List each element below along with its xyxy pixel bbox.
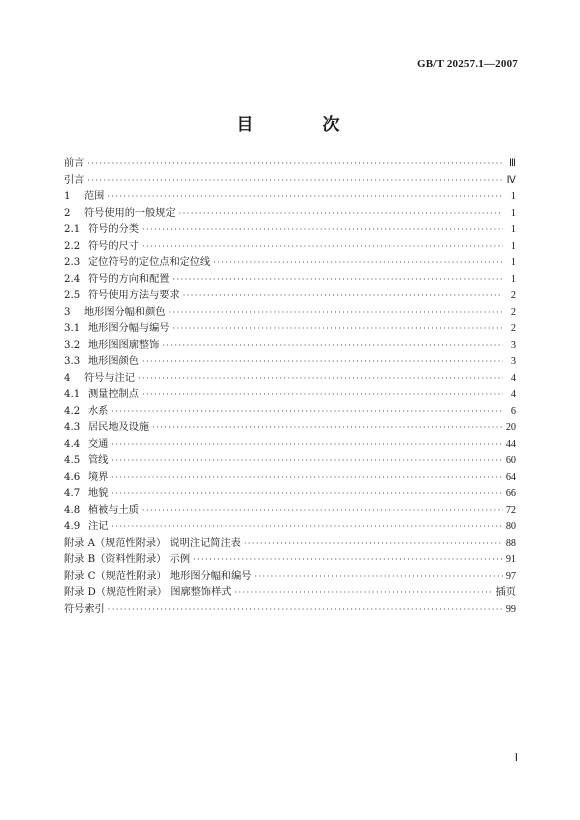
toc-entry-page: 66 [505, 488, 516, 499]
toc-entry-text: 符号使用的一般规定 [84, 207, 176, 219]
toc-entry-text: 符号使用方法与要求 [88, 290, 180, 301]
toc-entry-page: 4 [510, 389, 516, 400]
toc-entry-number: 4.5 [64, 455, 81, 466]
toc-entry[interactable] [64, 404, 516, 421]
toc-entry[interactable] [64, 453, 516, 470]
toc-entry-text: 定位符号的定位点和定位线 [88, 257, 211, 268]
toc-entry-page: 64 [505, 471, 516, 483]
toc-entry-text: 居民地及设施 [88, 422, 150, 433]
toc-entry-text: 注记 [88, 521, 109, 532]
toc-leader-dots [138, 371, 503, 388]
toc-entry-label [64, 354, 139, 371]
toc-entry[interactable] [64, 503, 516, 520]
toc-entry-text: 符号的尺寸 [88, 240, 139, 252]
toc-entry-number: 2.1 [64, 224, 81, 235]
toc-entry-page: 88 [505, 537, 516, 549]
toc-leader-dots [193, 552, 503, 569]
toc-entry[interactable] [64, 305, 516, 322]
toc-leader-dots [234, 585, 492, 602]
toc-entry[interactable] [64, 486, 516, 503]
toc-entry[interactable] [64, 387, 516, 404]
toc-entry-number: 4.7 [64, 488, 81, 499]
toc-entry[interactable] [64, 189, 516, 206]
toc-entry-text: 附录 A（规范性附录） 说明注记简注表 [64, 537, 241, 549]
toc-entry[interactable] [64, 156, 516, 173]
toc-entry-number: 3.3 [64, 356, 81, 367]
toc-entry-label [64, 371, 135, 388]
toc-entry-text: 附录 D（规范性附录） 图廓整饰样式 [64, 587, 232, 598]
toc-entry-text: 符号索引 [64, 603, 105, 615]
toc-entry-number: 4.4 [64, 438, 81, 450]
toc-entry-label [64, 536, 241, 553]
toc-entry-number: 4.9 [64, 521, 81, 532]
toc-entry-page: 4 [510, 372, 516, 384]
toc-entry-label [64, 173, 84, 190]
toc-leader-dots [142, 239, 503, 256]
toc-entry-text: 境界 [88, 471, 109, 483]
toc-leader-dots [179, 206, 503, 223]
toc-entry-label [64, 602, 105, 619]
toc-entry-number: 4.1 [64, 389, 81, 400]
table-of-contents [64, 156, 516, 618]
toc-entry[interactable] [64, 255, 516, 272]
toc-entry-label [64, 255, 210, 272]
toc-entry-number: 4 [64, 372, 71, 384]
toc-entry-number: 2.4 [64, 273, 81, 285]
toc-entry-label [64, 272, 170, 289]
toc-entry[interactable] [64, 239, 516, 256]
toc-entry-page: 3 [510, 339, 516, 351]
toc-entry-text: 地形图分幅和颜色 [84, 306, 166, 318]
toc-entry-number: 4.3 [64, 422, 81, 433]
toc-entry-label [64, 206, 176, 223]
toc-entry-label [64, 387, 139, 404]
toc-entry-page: 插页 [495, 587, 516, 598]
toc-entry-label [64, 338, 159, 355]
toc-entry-text: 前言 [64, 158, 85, 169]
toc-leader-dots [173, 272, 504, 289]
toc-leader-dots [162, 338, 503, 355]
toc-entry-text: 水系 [88, 405, 109, 417]
toc-entry-page: 99 [505, 603, 516, 615]
toc-entry-page: 1 [510, 207, 516, 219]
toc-entry-label [64, 453, 108, 470]
toc-entry-label [64, 288, 180, 305]
toc-leader-dots [111, 470, 502, 487]
toc-entry-page: 2 [510, 290, 516, 301]
toc-entry-text: 附录 C（规范性附录） 地形图分幅和编号 [64, 570, 252, 582]
toc-leader-dots [142, 354, 503, 371]
toc-entry-number: 4.8 [64, 504, 81, 516]
toc-entry-label [64, 437, 108, 454]
toc-entry-page: 44 [505, 438, 516, 450]
toc-entry-label [64, 156, 84, 173]
toc-entry-number: 3.2 [64, 339, 81, 351]
toc-entry-page: 1 [510, 240, 516, 252]
toc-entry-page: 1 [510, 257, 516, 268]
toc-entry[interactable] [64, 552, 516, 569]
toc-entry-text: 植被与土质 [88, 504, 139, 516]
toc-leader-dots [152, 420, 503, 437]
toc-leader-dots [173, 321, 504, 338]
toc-entry-page: 1 [510, 224, 516, 235]
toc-leader-dots [87, 156, 503, 173]
toc-entry[interactable] [64, 519, 516, 536]
toc-entry-text: 交通 [88, 438, 109, 450]
toc-leader-dots [111, 437, 502, 454]
toc-entry-label [64, 321, 170, 338]
toc-entry-label [64, 503, 139, 520]
toc-leader-dots [142, 387, 503, 404]
toc-entry-text: 地貌 [88, 488, 109, 499]
toc-entry-text: 管线 [88, 455, 109, 466]
toc-entry-label [64, 470, 108, 487]
standard-code: GB/T 20257.1—2007 [417, 58, 518, 70]
toc-entry[interactable] [64, 321, 516, 338]
toc-entry-label [64, 305, 166, 322]
toc-entry-label [64, 404, 108, 421]
toc-entry-number: 2.2 [64, 240, 81, 252]
toc-entry-label [64, 239, 139, 256]
toc-leader-dots [111, 404, 503, 421]
toc-entry[interactable] [64, 470, 516, 487]
toc-entry-label [64, 486, 108, 503]
toc-entry[interactable] [64, 569, 516, 586]
toc-entry[interactable] [64, 272, 516, 289]
toc-entry-label [64, 519, 108, 536]
toc-entry[interactable] [64, 371, 516, 388]
toc-entry-number: 2 [64, 207, 71, 219]
toc-entry-number: 2.5 [64, 290, 81, 301]
toc-entry-label [64, 222, 139, 239]
page-number: Ⅰ [514, 752, 518, 764]
toc-leader-dots [107, 189, 503, 206]
toc-entry-number: 3.1 [64, 323, 81, 334]
toc-entry-page: 72 [505, 504, 516, 516]
toc-entry-number: 4.2 [64, 405, 81, 417]
toc-entry-label [64, 585, 231, 602]
toc-leader-dots [254, 569, 502, 586]
toc-leader-dots [111, 519, 502, 536]
toc-entry-page: 6 [510, 405, 516, 417]
toc-entry-page: 80 [505, 521, 516, 532]
toc-entry-text: 引言 [64, 174, 85, 186]
toc-entry-text: 范围 [84, 191, 105, 202]
toc-entry-label [64, 552, 190, 569]
toc-leader-dots [142, 503, 503, 520]
toc-entry-text: 符号的分类 [88, 224, 139, 235]
toc-entry-page: Ⅳ [506, 174, 516, 186]
toc-entry-text: 地形图图廓整饰 [88, 339, 160, 351]
toc-entry-text: 附录 B（资料性附录） 示例 [64, 554, 191, 565]
toc-entry-page: 2 [510, 323, 516, 334]
toc-entry-text: 地形图颜色 [88, 356, 139, 367]
toc-entry[interactable] [64, 354, 516, 371]
toc-entry-text: 测量控制点 [88, 389, 139, 400]
toc-leader-dots [183, 288, 503, 305]
toc-entry[interactable] [64, 602, 516, 619]
toc-entry-label [64, 189, 104, 206]
toc-entry[interactable] [64, 338, 516, 355]
toc-entry-page: Ⅲ [508, 158, 516, 169]
toc-leader-dots [142, 222, 503, 239]
toc-entry-page: 91 [505, 554, 516, 565]
toc-entry-page: 60 [505, 455, 516, 466]
toc-entry[interactable] [64, 288, 516, 305]
toc-leader-dots [244, 536, 503, 553]
toc-entry-label [64, 420, 149, 437]
toc-entry-page: 20 [505, 422, 516, 433]
toc-entry[interactable] [64, 222, 516, 239]
toc-entry-page: 2 [510, 306, 516, 318]
toc-entry-number: 4.6 [64, 471, 81, 483]
toc-leader-dots [169, 305, 504, 322]
toc-leader-dots [213, 255, 503, 272]
toc-entry-number: 2.3 [64, 257, 81, 268]
toc-title: 目 次 [236, 115, 366, 135]
toc-entry[interactable] [64, 536, 516, 553]
toc-entry-page: 1 [510, 191, 516, 202]
toc-entry-page: 3 [510, 356, 516, 367]
toc-entry-page: 97 [505, 570, 516, 582]
toc-entry-text: 地形图分幅与编号 [88, 323, 170, 334]
toc-entry-number: 1 [64, 191, 71, 202]
toc-entry-page: 1 [510, 273, 516, 285]
toc-entry[interactable] [64, 206, 516, 223]
toc-leader-dots [87, 173, 503, 190]
toc-entry-label [64, 569, 251, 586]
toc-entry[interactable] [64, 420, 516, 437]
toc-entry[interactable] [64, 437, 516, 454]
toc-leader-dots [108, 602, 503, 619]
toc-entry-text: 符号与注记 [84, 372, 135, 384]
toc-leader-dots [111, 453, 502, 470]
toc-entry[interactable] [64, 173, 516, 190]
toc-entry[interactable] [64, 585, 516, 602]
toc-entry-text: 符号的方向和配置 [88, 273, 170, 285]
toc-entry-number: 3 [64, 306, 71, 318]
toc-leader-dots [111, 486, 502, 503]
